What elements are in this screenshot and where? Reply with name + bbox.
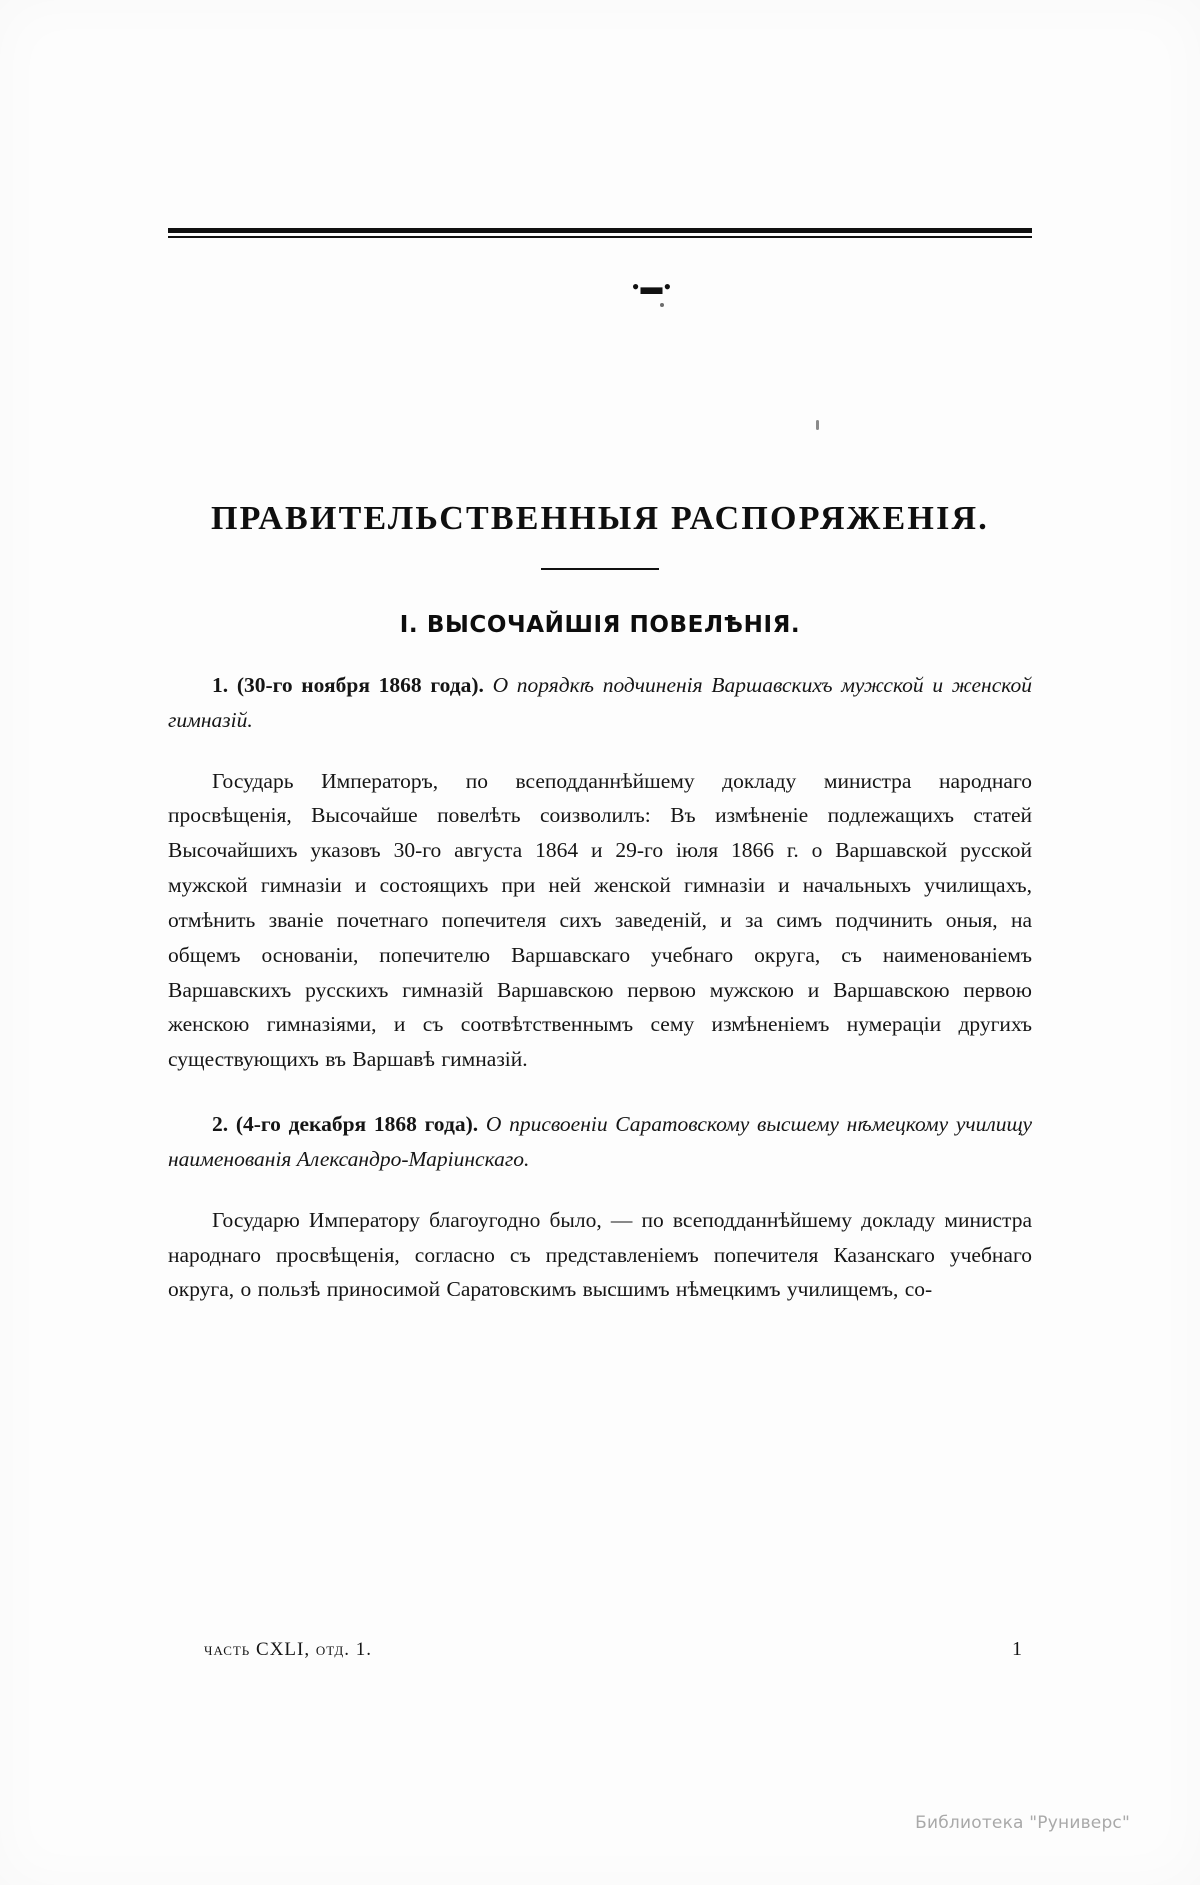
page-content xyxy=(168,500,1032,1307)
entry-1-date: (30-го ноября 1868 года). xyxy=(236,673,484,697)
entry-1-heading xyxy=(168,668,1032,738)
rule-thin xyxy=(168,236,1032,238)
entry-2-subject: О присвоеніи Саратовскому высшему нѣмецкому училищу наименованія Александро-Маріинскаго. xyxy=(168,1112,1033,1171)
ink-mark xyxy=(816,420,819,430)
entry-2-number: 2. xyxy=(212,1112,229,1137)
page-title: ПРАВИТЕЛЬСТВЕННЫЯ РАСПОРЯЖЕНІЯ. xyxy=(211,500,989,537)
ink-speck xyxy=(660,303,664,307)
page-number: 1 xyxy=(1012,1638,1022,1660)
entry-1-subject: О порядкѣ подчиненія Варшавскихъ мужской и женской гимназій. xyxy=(168,673,1033,732)
ornament-fleuron: •▬• xyxy=(631,274,673,299)
entry-2-paragraph: Государю Императору благоугодно было, — по всеподданнѣйшему докладу министра народнаго просвѣщенія, согласно съ представленіемъ попечителя Казанскаго учебнаго округа, о пользѣ приносимой Саратовскимъ высшимъ нѣмецкимъ училищемъ, со- xyxy=(168,1207,1032,1302)
section-heading: I. ВЫСОЧАЙШІЯ ПОВЕЛѢНІЯ. xyxy=(399,612,801,638)
entry-1-number: 1. xyxy=(212,673,229,697)
top-double-rule xyxy=(168,228,1032,238)
library-watermark: Библиотека "Руниверс" xyxy=(915,1813,1130,1833)
entry-2-date: (4-го декабря 1868 года). xyxy=(235,1112,479,1137)
title-divider xyxy=(541,568,659,570)
entry-2-heading xyxy=(168,1107,1032,1177)
page-footer xyxy=(168,1638,1032,1661)
rule-thick xyxy=(168,228,1032,233)
footer-signature: часть CXLI, отд. 1. xyxy=(204,1639,372,1660)
entry-1-paragraph: Государь Императоръ, по всеподданнѣйшему докладу министра народнаго просвѣщенія, Высочайше повелѣть соизволилъ: Въ измѣненіе подлежащихъ статей Высочайшихъ указовъ 30-го августа 1864 и 29-го іюля 1866 г. о Варшавской русской мужской гимназіи и состоящихъ при ней женской гимназіи и начальныхъ училищахъ, отмѣнить званіе почетнаго попечителя сихъ заведеній, и за симъ подчинить оныя, на общемъ основаніи, попечителю Варшавскаго учебнаго округа, съ наименованіемъ Варшавскихъ русскихъ гимназій Варшавскою первою мужскою и Варшавскою первою женскою гимназіями, и съ соотвѣтственнымъ сему измѣненіемъ нумераціи другихъ существующихъ въ Варшавѣ гимназій. xyxy=(168,768,1032,1072)
